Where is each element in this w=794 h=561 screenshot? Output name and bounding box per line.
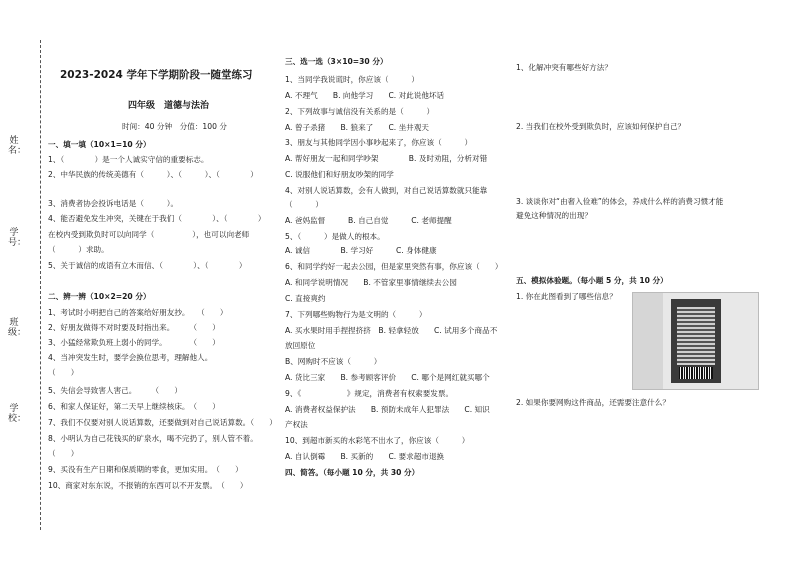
- option-line: 产权法: [285, 420, 308, 429]
- question-line: （ ）求助。: [48, 245, 109, 254]
- question-line: 1、化解冲突有哪些好方法？: [516, 63, 612, 72]
- question-line: 10、到超市新买的水彩笔不出水了，你应该（ ）: [285, 436, 470, 445]
- option-line: A. 和同学说明情况 B. 不管家里事情继续去公园: [285, 278, 457, 287]
- question-line: 2、中华民族的传统美德有（ ）、（ ）、（ ）: [48, 170, 258, 179]
- binding-dashed-line: [40, 40, 41, 530]
- option-line: 放回原位: [285, 341, 316, 350]
- question-line: 2. 如果你要网购这件商品，还需要注意什么？: [516, 398, 670, 407]
- name-label: 姓名：: [8, 136, 27, 156]
- question-line: B、网购时不应该（ ）: [285, 357, 382, 366]
- question-line: 9、《 》规定，消费者有权索要发票。: [285, 389, 454, 398]
- question-line: 4、能否避免发生冲突，关键在于我们（ ）、（ ）: [48, 214, 266, 223]
- question-line: 4、对别人说话算数，会有人做到，对自己说话算数就只能靠: [285, 186, 488, 195]
- question-line: 1、当同学我说谎时，你应该（ ）: [285, 75, 419, 84]
- time-and-score: 时间：40 分钟 分值：100 分: [122, 122, 227, 131]
- section-simulation: 五、模拟体验题。（每小题 5 分，共 10 分）: [516, 276, 668, 285]
- question-line: 8、小明认为自己花钱买的矿泉水，喝不完扔了，别人管不着。: [48, 434, 258, 443]
- question-line: （ ）: [48, 449, 79, 458]
- question-line: 1、（ ）是一个人诚实守信的重要标志。: [48, 155, 209, 164]
- question-line: 1. 你在此图看到了哪些信息？: [516, 292, 617, 301]
- class-label: 班级：: [8, 318, 27, 338]
- option-line: A. 爸妈监督 B. 自己自觉 C. 老师提醒: [285, 216, 452, 225]
- section-short-answer: 四、简答。（每小题 10 分，共 30 分）: [285, 468, 420, 477]
- option-line: A. 自认倒霉 B. 买新的 C. 要求超市退换: [285, 452, 445, 461]
- option-line: A. 货比三家 B. 参考顾客评价 C. 哪个是网红就买哪个: [285, 373, 490, 382]
- question-line: 3、朋友与其他同学因小事吵起来了，你应该（ ）: [285, 138, 473, 147]
- option-line: C. 直接爽约: [285, 294, 326, 303]
- question-line: 3、小猛经常欺负班上弱小的同学。 （ ）: [48, 338, 220, 347]
- question-line: 7、下列哪些购物行为是文明的（ ）: [285, 310, 427, 319]
- option-line: A. 消费者权益保护法 B. 预防未成年人犯罪法 C. 知识: [285, 405, 490, 414]
- question-line: 2、下列故事与诚信没有关系的是（ ）: [285, 107, 435, 116]
- question-line: 6、和家人保证好，第二天早上继续核床。 （ ）: [48, 402, 220, 411]
- question-line: （ ）: [48, 368, 79, 377]
- question-line: （ ）: [285, 200, 323, 209]
- question-line: 10、商家对东东说，不报销的东西可以不开发票。 （ ）: [48, 481, 248, 490]
- student-id-label: 学号：: [8, 228, 27, 248]
- question-line: 避免这种情况的出现？: [516, 211, 592, 220]
- section-fill: 一、填一填（10×1=10 分）: [48, 140, 151, 149]
- question-line: 3、消费者协会投诉电话是（ ）。: [48, 199, 179, 208]
- question-line: 2、好朋友做得不对时要及时指出来。 （ ）: [48, 323, 220, 332]
- grade-subject: 四年级 道德与法治: [128, 101, 210, 111]
- school-label: 学校：: [8, 404, 27, 424]
- section-judge: 二、辨一辨（10×2=20 分）: [48, 292, 151, 301]
- option-line: A. 不理气 B. 向他学习 C. 对此说他坏话: [285, 91, 445, 100]
- option-line: A. 帮好朋友一起和同学吵架 B. 及时劝阻，分析对错: [285, 154, 488, 163]
- option-line: A. 诚信 B. 学习好 C. 身体健康: [285, 246, 437, 255]
- option-line: A. 买水果时用手捏捏挤挤 B. 轻拿轻放 C. 试用多个商品不: [285, 326, 498, 335]
- question-line: 2. 当我们在校外受到欺负时，应该如何保护自己？: [516, 122, 686, 131]
- question-line: 6、和同学约好一起去公园，但是家里突然有事，你应该（ ）: [285, 262, 503, 271]
- barcode: [679, 367, 713, 379]
- question-line: 4、当冲突发生时，要学会换位思考，理解他人。: [48, 353, 213, 362]
- product-label-text: [677, 307, 715, 365]
- question-line: 5、失信会导致害人害己。 （ ）: [48, 386, 182, 395]
- question-line: 7、我们不仅要对别人说话算数，还要做到对自己说话算数。（ ）: [48, 418, 277, 427]
- option-line: C. 说服他们和好朋友吵架的同学: [285, 170, 394, 179]
- exam-title: 2023-2024 学年下学期阶段一随堂练习: [60, 69, 253, 81]
- section-choice: 三、选一选（3×10=30 分）: [285, 57, 388, 66]
- question-line: 1、考试时小明把自己的答案给好朋友抄。 （ ）: [48, 308, 228, 317]
- question-line: 9、买没有生产日期和保质期的零食，更加实用。 （ ）: [48, 465, 243, 474]
- question-line: 3. 谈谈你对“由奢入俭难”的体会，养成什么样的消费习惯才能: [516, 197, 724, 206]
- question-line: 5、（ ）是做人的根本。: [285, 232, 385, 241]
- question-line: 5、关于诚信的成语有立木而信、（ ）、（ ）: [48, 261, 247, 270]
- product-label-photo: [632, 292, 759, 390]
- option-line: A. 曾子杀猪 B. 狼来了 C. 坐井观天: [285, 123, 429, 132]
- question-line: 在校内受到欺负时可以向同学（ ），也可以向老师: [48, 230, 250, 239]
